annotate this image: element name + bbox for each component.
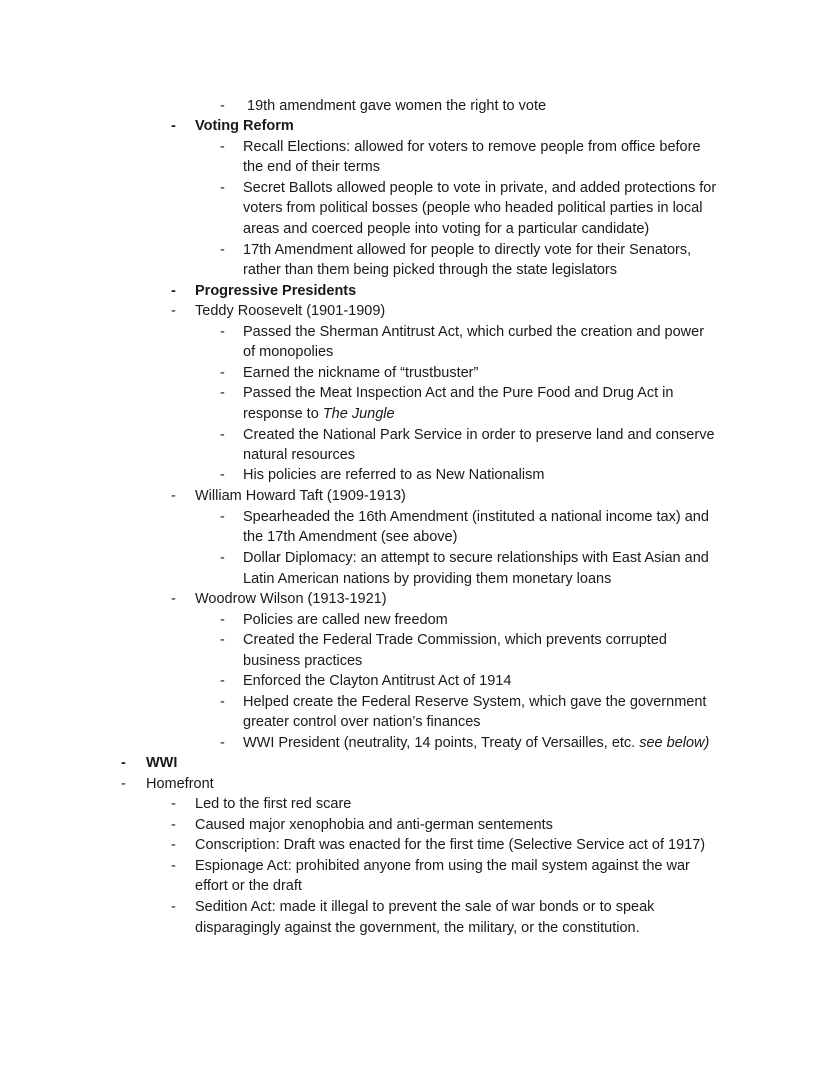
text-segment: WWI President (neutrality, 14 points, Treaty of Versailles, etc. <box>243 735 640 751</box>
text-line: natural resources <box>243 447 356 463</box>
text-line: Latin American nations by providing them monetary loans <box>243 571 612 587</box>
text-line: of monopolies <box>243 344 334 360</box>
text-segment: response to <box>243 406 323 422</box>
bullet-dash: - <box>171 796 176 812</box>
bullet-dash: - <box>220 427 225 443</box>
bullet-dash: - <box>171 858 176 874</box>
see-below-note: see below) <box>639 735 710 751</box>
bullet-dash: - <box>171 488 176 504</box>
text-line: Conscription: Draft was enacted for the first time (Selective Service act of 1917) <box>195 837 706 853</box>
text-line: Recall Elections: allowed for voters to remove people from office before <box>243 139 701 155</box>
book-title-the-jungle: The Jungle <box>322 406 395 422</box>
section-heading-progressive-presidents: Progressive Presidents <box>195 283 357 299</box>
text-line: greater control over nation’s finances <box>243 714 481 730</box>
bullet-dash: - <box>220 180 225 196</box>
bullet-dash: - <box>220 509 225 525</box>
text-line: Passed the Meat Inspection Act and the Pure Food and Drug Act in <box>243 385 674 401</box>
text-line: Led to the first red scare <box>195 796 352 812</box>
bullet-dash: - <box>220 365 225 381</box>
text-line: Policies are called new freedom <box>243 612 448 628</box>
section-heading-wwi: WWI <box>146 755 178 771</box>
bullet-dash: - <box>171 303 176 319</box>
text-line: His policies are referred to as New Nationalism <box>243 467 545 483</box>
bullet-dash: - <box>220 98 225 114</box>
subheading-homefront: Homefront <box>146 776 214 792</box>
text-line: Created the National Park Service in order to preserve land and conserve <box>243 427 715 443</box>
text-line: Passed the Sherman Antitrust Act, which curbed the creation and power <box>243 324 705 340</box>
text-line: Caused major xenophobia and anti-german sentements <box>195 817 553 833</box>
bullet-dash: - <box>220 242 225 258</box>
text-line: Dollar Diplomacy: an attempt to secure relationships with East Asian and <box>243 550 709 566</box>
bullet-dash: - <box>171 283 176 299</box>
bullet-dash: - <box>171 118 176 134</box>
text-line: rather than them being picked through the state legislators <box>243 262 618 278</box>
text-line: Spearheaded the 16th Amendment (instituted a national income tax) and <box>243 509 709 525</box>
text-line: business practices <box>243 653 363 669</box>
text-line: areas and coerced people into voting for a particular candidate) <box>243 221 650 237</box>
president-william-howard-taft: William Howard Taft (1909-1913) <box>195 488 406 504</box>
text-line: Espionage Act: prohibited anyone from using the mail system against the war <box>195 858 690 874</box>
text-line <box>243 733 709 753</box>
bullet-dash: - <box>220 735 225 751</box>
bullet-dash: - <box>220 385 225 401</box>
bullet-dash: - <box>171 899 176 915</box>
text-line: effort or the draft <box>195 878 302 894</box>
bullet-dash: - <box>220 139 225 155</box>
text-line <box>243 404 395 424</box>
bullet-dash: - <box>171 817 176 833</box>
bullet-dash: - <box>121 776 126 792</box>
text-line: 17th Amendment allowed for people to directly vote for their Senators, <box>243 242 692 258</box>
president-woodrow-wilson: Woodrow Wilson (1913-1921) <box>195 591 387 607</box>
text-line: the end of their terms <box>243 159 381 175</box>
text-line: Enforced the Clayton Antitrust Act of 1914 <box>243 673 512 689</box>
text-line: Created the Federal Trade Commission, which prevents corrupted <box>243 632 667 648</box>
bullet-dash: - <box>220 673 225 689</box>
bullet-dash: - <box>220 467 225 483</box>
bullet-dash: - <box>220 612 225 628</box>
bullet-dash: - <box>121 755 126 771</box>
bullet-dash: - <box>220 632 225 648</box>
bullet-dash: - <box>171 591 176 607</box>
text-line: the 17th Amendment (see above) <box>243 529 458 545</box>
text-line: Sedition Act: made it illegal to prevent the sale of war bonds or to speak <box>195 899 655 915</box>
text-line: Earned the nickname of “trustbuster” <box>243 365 479 381</box>
text-line: Secret Ballots allowed people to vote in private, and added protections for <box>243 180 717 196</box>
text-line: voters from political bosses (people who headed political parties in local <box>243 200 703 216</box>
text-line: disparagingly against the government, the military, or the constitution. <box>195 920 640 936</box>
text-line: Helped create the Federal Reserve System, which gave the government <box>243 694 707 710</box>
bullet-dash: - <box>220 694 225 710</box>
president-teddy-roosevelt: Teddy Roosevelt (1901-1909) <box>195 303 386 319</box>
text-line: 19th amendment gave women the right to vote <box>247 98 547 114</box>
section-heading-voting-reform: Voting Reform <box>195 118 294 134</box>
bullet-dash: - <box>220 324 225 340</box>
bullet-dash: - <box>220 550 225 566</box>
bullet-dash: - <box>171 837 176 853</box>
